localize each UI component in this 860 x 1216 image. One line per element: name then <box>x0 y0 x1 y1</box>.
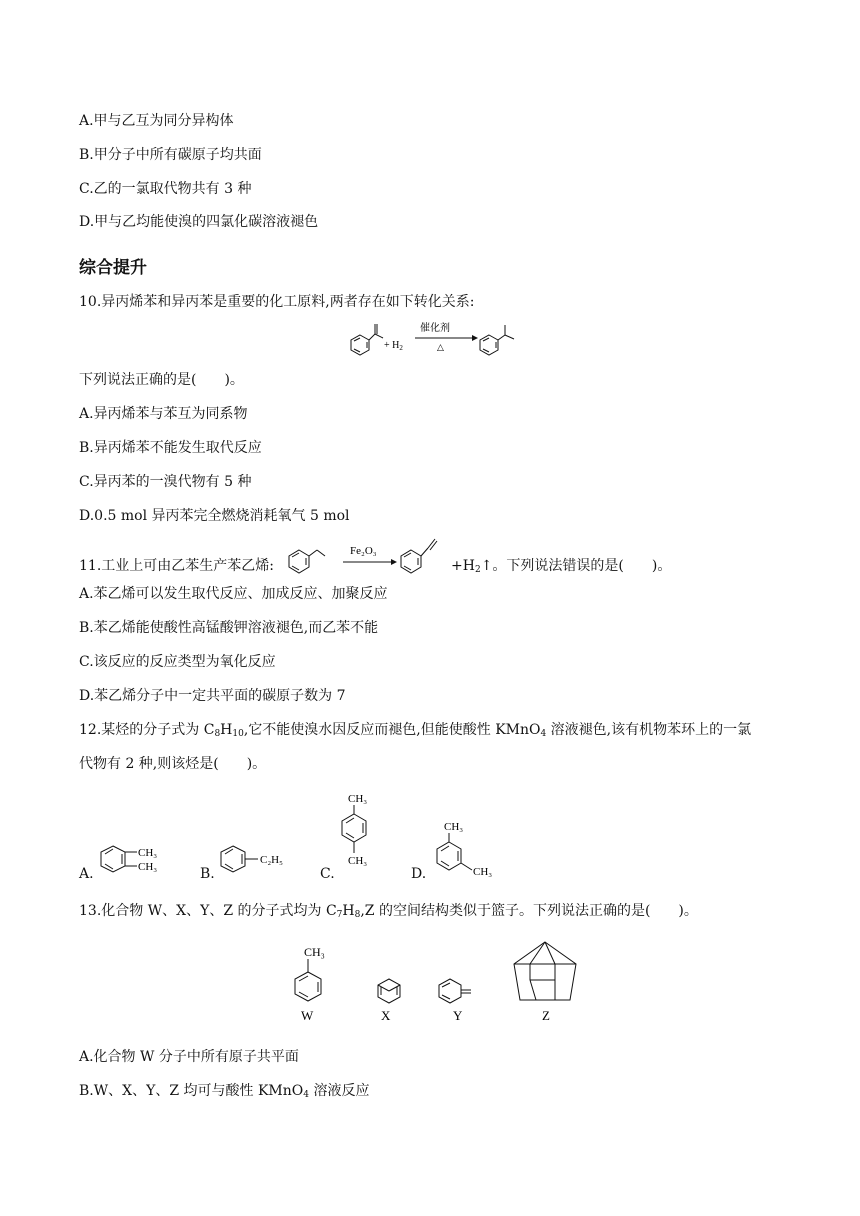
ch3-label: CH₃ <box>348 793 368 805</box>
ch3-label: CH₃ <box>444 821 464 833</box>
x-label: X <box>381 1008 391 1023</box>
q11-option-a: A.苯乙烯可以发生取代反应、加成反应、加聚反应 <box>79 586 388 602</box>
q13-stem: 13.化合物 W、X、Y、Z 的分子式均为 $C_7H_8,Z$ 的空间结构类似于篮子。下列说法正确的是( )。 <box>79 903 698 920</box>
q9-option-a: A.甲与乙互为同分异构体 <box>79 113 234 129</box>
isopropylbenzene-structure <box>480 325 514 355</box>
q12-stem-line1: 12.某烃的分子式为 $C_8H_{10}$,它不能使溴水因反应而褪色,但能使酸性 KMnO$_4$ 溶液褪色,该有机物苯环上的一氯 <box>79 722 752 739</box>
q10-option-c: C.异丙苯的一溴代物有 5 种 <box>79 474 252 490</box>
y-label: Y <box>453 1008 463 1023</box>
q11-option-b: B.苯乙烯能使酸性高锰酸钾溶液褪色,而乙苯不能 <box>79 620 379 636</box>
z-label: Z <box>542 1008 550 1023</box>
q11-option-c: C.该反应的反应类型为氧化反应 <box>79 654 276 670</box>
plus-h2: + $H_2$ <box>384 340 403 352</box>
q12-option-a-letter: A. <box>79 866 94 882</box>
q13-structures <box>280 940 600 1030</box>
styrene-structure <box>401 539 437 573</box>
w-label: W <box>301 1008 314 1023</box>
isopropenylbenzene-structure <box>351 324 383 355</box>
w-structure <box>295 959 321 1001</box>
ch3-label: CH₃ <box>348 855 368 867</box>
q10-reaction-scheme <box>340 318 530 358</box>
q11-option-d: D.苯乙烯分子中一定共平面的碳原子数为 7 <box>79 688 346 704</box>
q12-stem-line2: 代物有 2 种,则该烃是( )。 <box>79 756 267 772</box>
heat-symbol: △ <box>437 342 444 352</box>
ch3-label: CH₃ <box>304 945 325 959</box>
q10-stem: 10.异丙烯苯和异丙苯是重要的化工原料,两者存在如下转化关系: <box>79 294 475 310</box>
q12-option-a-structure <box>98 840 170 880</box>
q11-tail: $+H_2↑$。下列说法错误的是( )。 <box>451 558 672 575</box>
q12-option-b-letter: B. <box>200 866 215 882</box>
z-structure <box>514 942 576 1000</box>
q12-option-c-letter: C. <box>320 866 335 882</box>
section-title: 综合提升 <box>79 258 147 278</box>
q10-question: 下列说法正确的是( )。 <box>79 372 244 388</box>
fe2o3-catalyst: Fe₂O₃ <box>350 545 377 557</box>
q11-reaction-scheme <box>287 538 477 578</box>
ethylbenzene-structure <box>289 550 325 573</box>
q11-stem: 11.工业上可由乙苯生产苯乙烯: <box>79 558 274 574</box>
q10-option-a: A.异丙烯苯与苯互为同系物 <box>79 406 248 422</box>
c2h5-label: C₂H₅ <box>260 854 283 866</box>
ch3-label: CH₃ <box>138 847 158 859</box>
ch3-label: CH₃ <box>473 866 493 878</box>
q9-option-b: B.甲分子中所有碳原子均共面 <box>79 147 262 163</box>
catalyst-label: 催化剂 <box>420 323 450 334</box>
x-structure <box>378 979 400 1003</box>
q10-option-d: D.0.5 mol 异丙苯完全燃烧消耗氧气 5 mol <box>79 508 350 524</box>
ch3-label: CH₃ <box>138 861 158 873</box>
q12-option-d-structure <box>428 816 508 880</box>
q12-option-d-letter: D. <box>411 866 427 882</box>
q10-option-b: B.异丙烯苯不能发生取代反应 <box>79 440 262 456</box>
y-structure <box>439 979 471 1003</box>
q12-option-c-structure <box>336 788 396 880</box>
q13-option-b: B.W、X、Y、Z 均可与酸性 KMnO$_4$ 溶液反应 <box>79 1083 370 1100</box>
q9-option-d: D.甲与乙均能使溴的四氯化碳溶液褪色 <box>79 214 319 230</box>
q13-option-a: A.化合物 W 分子中所有原子共平面 <box>79 1049 299 1065</box>
q12-option-b-structure <box>218 842 298 876</box>
q9-option-c: C.乙的一氯取代物共有 3 种 <box>79 181 252 197</box>
